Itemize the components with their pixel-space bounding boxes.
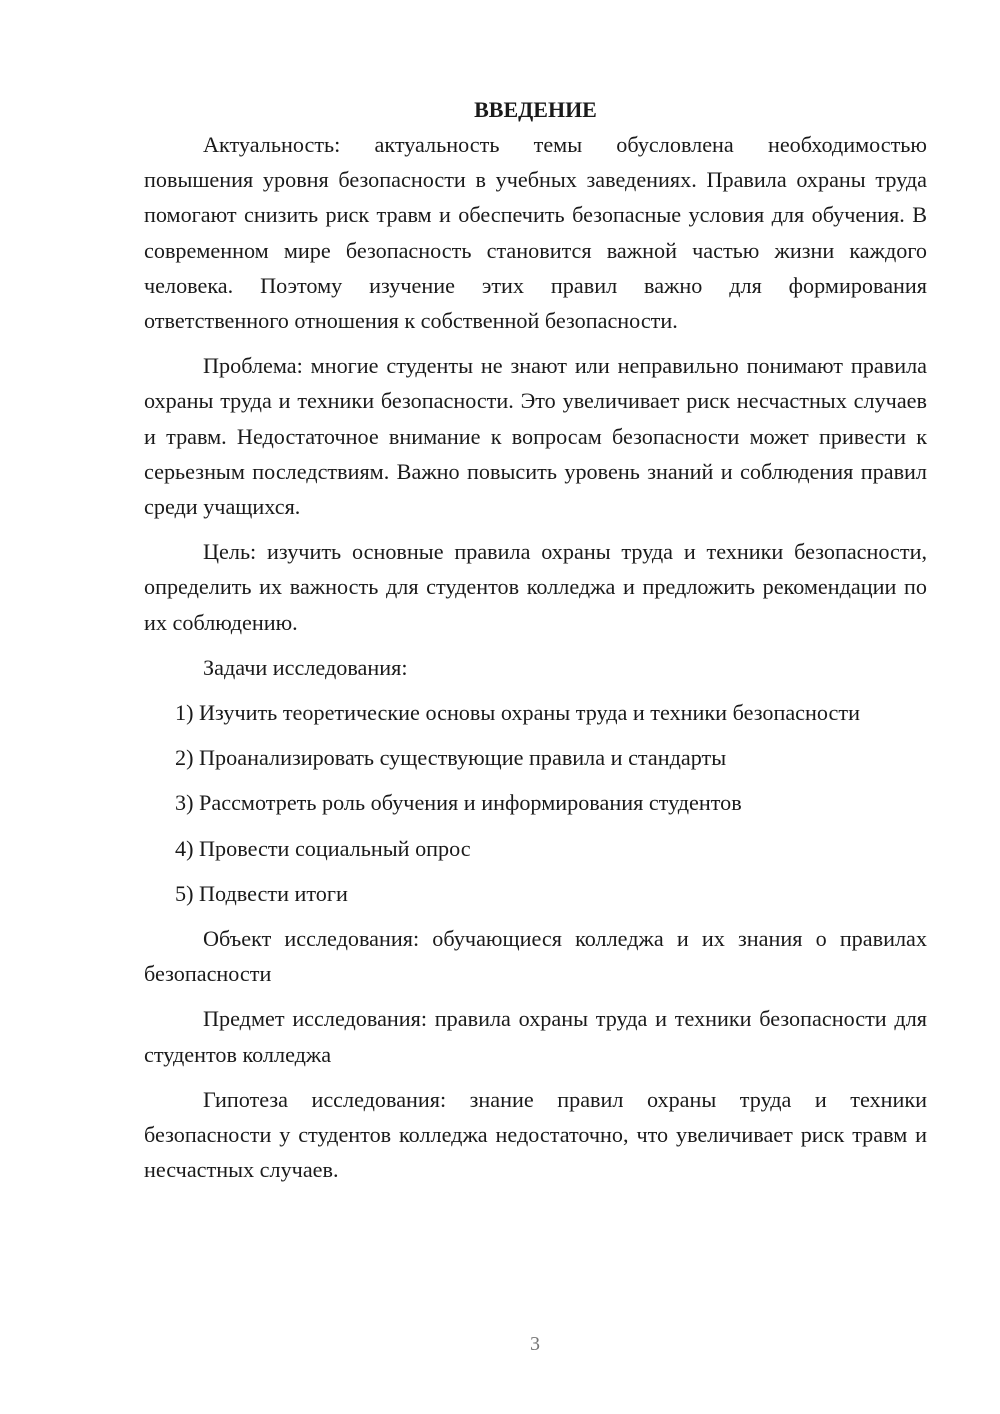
paragraph-relevance: Актуальность: актуальность темы обусловлена необходимостью повышения уровня безопасности в учебных заведениях. Правила охраны труда помогают снизить риск травм и обеспечить безопасные условия для обучения. В современном мире безопасность становится важной частью жизни каждого человека. Поэтому изучение этих правил важно для формирования ответственного отношения к собственной безопасности. bbox=[144, 132, 927, 334]
document-page bbox=[144, 92, 927, 1197]
task-item-4: 4) Провести социальный опрос bbox=[175, 835, 471, 861]
page-number: 3 bbox=[530, 1333, 540, 1355]
task-item-2: 2) Проанализировать существующие правила и стандарты bbox=[175, 745, 727, 771]
task-item-5: 5) Подвести итоги bbox=[175, 880, 348, 906]
paragraph-hypothesis: Гипотеза исследования: знание правил охраны труда и техники безопасности у студентов колледжа недостаточно, что увеличивает риск травм и несчастных случаев. bbox=[144, 1086, 927, 1183]
task-item-3: 3) Рассмотреть роль обучения и информирования студентов bbox=[175, 790, 742, 816]
paragraph-problem: Проблема: многие студенты не знают или неправильно понимают правила охраны труда и техники безопасности. Это увеличивает риск несчастных случаев и травм. Недостаточное внимание к вопросам безопасности может привести к серьезным последствиям. Важно повысить уровень знаний и соблюдения правил среди учащихся. bbox=[144, 353, 927, 520]
paragraph-object: Объект исследования: обучающиеся колледжа и их знания о правилах безопасности bbox=[144, 926, 927, 987]
page-title: ВВЕДЕНИЕ bbox=[474, 97, 597, 122]
paragraph-subject: Предмет исследования: правила охраны труда и техники безопасности для студентов колледжа bbox=[144, 1006, 927, 1067]
paragraph-goal: Цель: изучить основные правила охраны труда и техники безопасности, определить их важность для студентов колледжа и предложить рекомендации по их соблюдению. bbox=[144, 539, 927, 635]
task-item-1: 1) Изучить теоретические основы охраны труда и техники безопасности bbox=[175, 700, 860, 726]
paragraph-tasks-heading: Задачи исследования: bbox=[203, 654, 408, 680]
